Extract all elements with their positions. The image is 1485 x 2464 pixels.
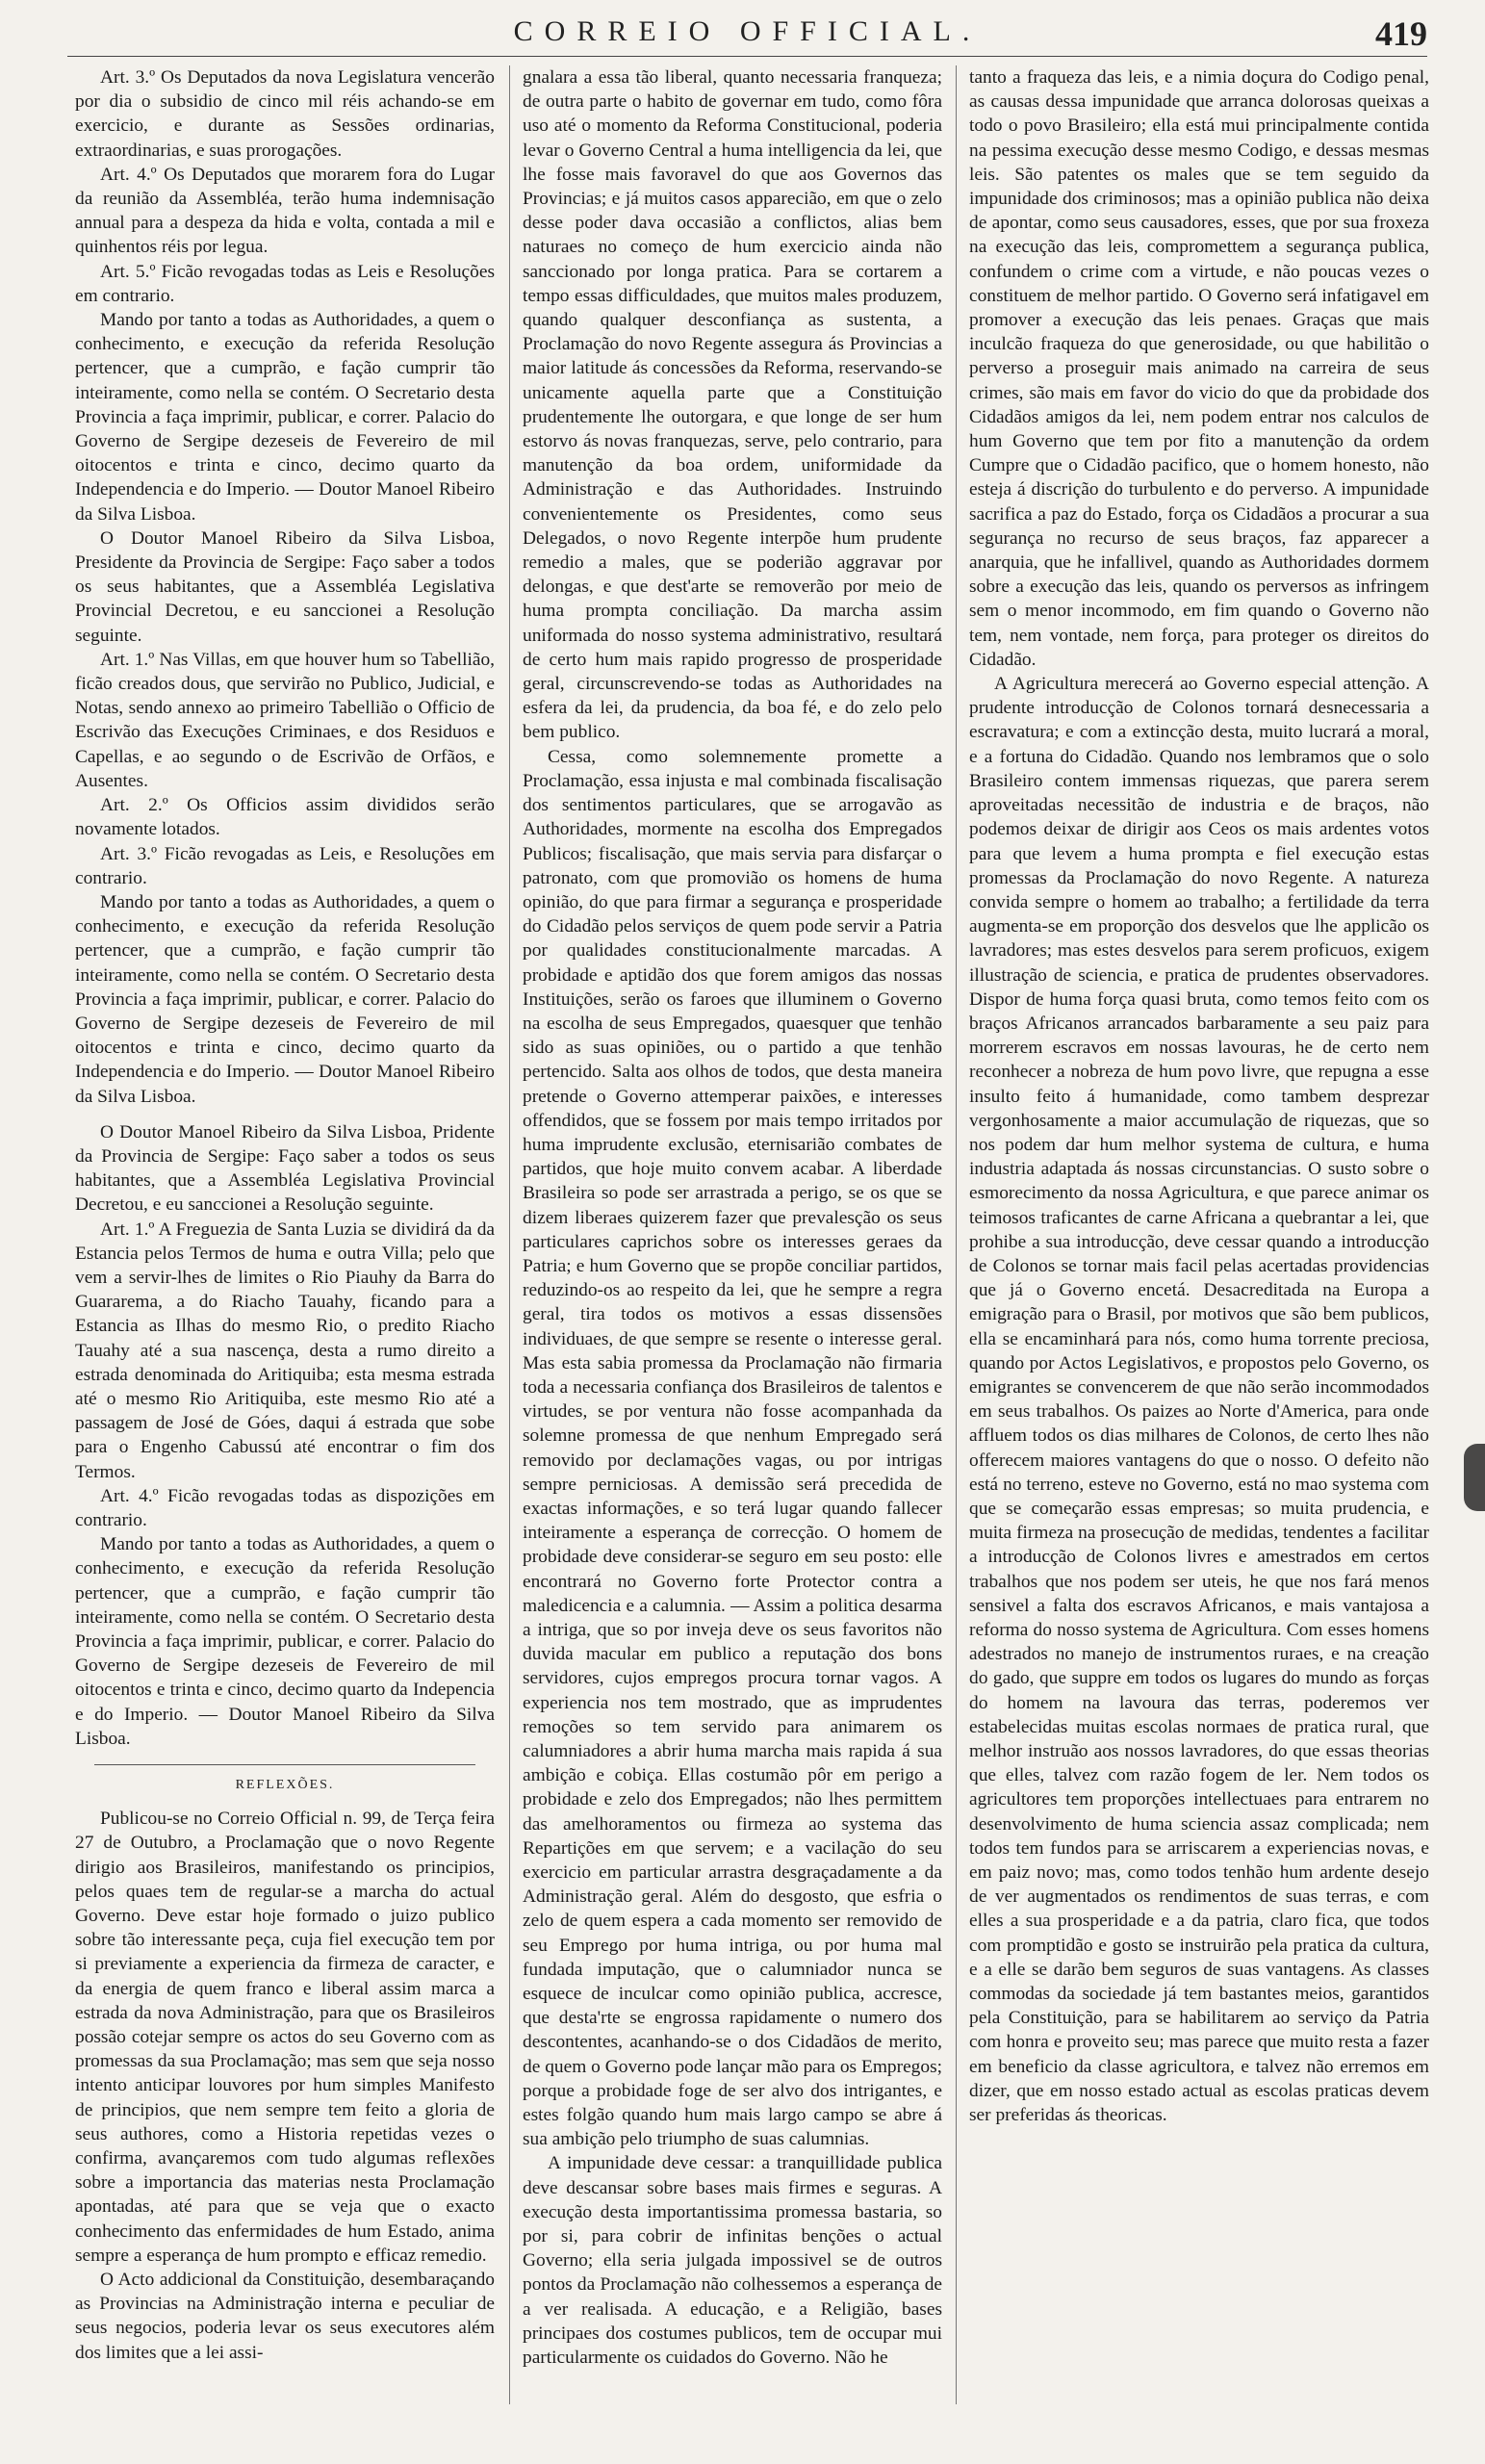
- paragraph: Cessa, como solemnemente promette a Proclamação, essa injusta e mal combinada fiscalisação dos sentimentos particulares, que se arrogavão as Authoridades, mormente na escolha dos Empregados Publicos; fiscalisação, que mais servia para disfarçar o patronato, com que promovião os homens de huma opinião, do que para firmar a segurança e prosperidade do Cidadão pelos serviços de quem pode servir a Patria por qualidades constitucionalmente marcadas. A probidade e aptidão dos que forem amigos das nossas Instituições, serão os faroes que illuminem o Governo na escolha de seus Empregados, quaesquer que tenhão sido as suas opiniões, ou o partido a que tenhão pertencido. Salta aos olhos de todos, que desta maneira pretende o Governo attemperar paixões, e interesses offendidos, que se fossem por mais tempo irritados por huma imprudente exclusão, eternisarião combates de partidos, que hoje muito convem acabar. A liberdade Brasileira so pode ser arrastrada a perigo, se os que se dizem liberaes quizerem fazer que prevalesção os seus particulares caprichos sobre os interesses geraes da Patria; e hum Governo que se propõe conciliar partidos, reduzindo-os ao respeito da lei, que he sempre a regra geral, tira todos os motivos a essas dissensões individuaes, de que sempre se resente o interesse geral. Mas esta sabia promessa da Proclamação não firmaria toda a necessaria confiança dos Brasileiros de talentos e virtudes, se por ventura não fosse acompanhada da solemne promessa de que nenhum Empregado será removido por declamações vagas, ou por intrigas sempre perniciosas. A demissão será precedida de exactas informações, e so terá lugar quando fallecer inteiramente a esperança de correcção. O homem de probidade deve considerar-se seguro em seu posto: elle encontrará no Governo forte Protector contra a maledicencia e a calumnia. — Assim a politica desarma a intriga, que so por inveja deve os seus favoritos não duvida macular em publico a reputação dos bons servidores, cujos empregos procura tornar vagos. A experiencia nos tem mostrado, que as imprudentes remoções so tem servido para animarem os calumniadores a abrir huma marcha mais rapida á sua ambição e cobiça. Ellas costumão pôr em perigo a probidade e zelo dos Empregados; não lhes permittem das amelhoramentos ou firmeza ao systema das Repartições em que servem; e a vacilação do seu exercicio em particular arrastra desgraçadamente a da Administração geral. Além do desgosto, que esfria o zelo de quem espera a cada momento ser removido de seu Emprego por huma intriga, ou por huma mal fundada imputação, que o calumniador nunca se esquece de inculcar como opinião publica, accresce, que desta'rte se engrossa rapidamente o numero dos descontentes, acanhando-se o dos Cidadãos de merito, de quem o Governo pode lançar mão para os Empregos; porque a probidade foge de ser alvo dos intrigantes, e estes folgão quando hum mais largo campo se abre á sua ambição pelo triumpho de suas calumnias.: [523, 746, 942, 2150]
- paragraph: gnalara a essa tão liberal, quanto necessaria franqueza; de outra parte o habito de governar em tudo, como fôra uso até o momento da Reforma Constitucional, poderia levar o Governo Central a huma intelligencia da lei, que lhe fosse mais favoravel do que aos Governos das Provincias; e já muitos casos apparecião, em que o zelo desse poder dava occasião a conflictos, alias bem naturaes no começo de hum exercicio ainda não sanccionado por longa pratica. Para se cortarem a tempo essas difficuldades, que muitos males produzem, quando qualquer desconfiança as sustenta, a Proclamação do novo Regente assegura ás Provincias a maior latitude ás concessões da Reforma, reservando-se unicamente aquella parte que a Constituição prudentemente lhe outorgara, e que longe de ser hum estorvo ás novas franquezas, serve, pelo contrario, para manutenção da boa ordem, uniformidade da Administração e das Authoridades. Instruindo convenientemente os Presidentes, como seus Delegados, o novo Regente interpõe hum prudente remedio a males, que se poderião aggravar por delongas, e que dest'arte se removerão por meio de huma prompta conciliação. Da marcha assim uniformada do nosso systema administrativo, resultará de certo hum mais rapido progresso de prosperidade geral, circunscrevendo-se todas as Authoridades na esfera da lei, da prudencia, da boa fé, e do zelo pelo bem publico.: [523, 67, 942, 743]
- section-heading: REFLEXÕES.: [235, 1778, 335, 1793]
- paragraph: Art. 1.º A Freguezia de Santa Luzia se dividirá da da Estancia pelos Termos de huma e outra Villa; pelo que vem a servir-lhes de limites o Rio Piauhy da Barra do Guararema, a do Riacho Tauahy, ficando para a Estancia as Ilhas do mesmo Rio, o predito Riacho Tauahy até a sua nascença, desta a rumo direito a estrada denominada do Aritiquiba; esta mesma estrada até o mesmo Rio Aritiquiba, este mesmo Rio até a passagem de José de Góes, daqui á estrada que sobe para o Engenho Cabussú até encontrar o fim dos Termos.: [75, 1219, 495, 1482]
- paragraph: O Acto addicional da Constituição, desembaraçando as Provincias na Administração interna e peculiar de seus negocios, poderia levar os seus executores além dos limites que a lei assi-: [75, 2270, 495, 2363]
- paragraph: Art. 3.º Os Deputados da nova Legislatura vencerão por dia o subsidio de cinco mil réis achando-se em exercicio, e durante as Sessões ordinarias, extraordinarias, e suas prorogações.: [75, 67, 495, 161]
- column-divider-1: [509, 65, 510, 2404]
- page-number: 419: [1375, 14, 1427, 53]
- paragraph: Mando por tanto a todas as Authoridades, a quem o conhecimento, e execução da referida Resolução pertencer, que a cumprão, e fação cumprir tão inteiramente, como nella se contém. O Secretario desta Provincia a faça imprimir, publicar, e correr. Palacio do Governo de Sergipe dezeseis de Fevereiro de mil oitocentos e trinta e cinco, decimo quarto da Independencia e do Imperio. — Doutor Manoel Ribeiro da Silva Lisboa.: [75, 310, 495, 525]
- newspaper-title: CORREIO OFFICIAL.: [513, 15, 982, 47]
- column-2: [523, 65, 942, 2414]
- paragraph: Mando por tanto a todas as Authoridades, a quem o conhecimento, e execução da referida Resolução pertencer, que a cumprão, e fação cumprir tão inteiramente, como nella se contém. O Secretario desta Provincia a faça imprimir, publicar, e correr. Palacio do Governo de Sergipe dezeseis de Fevereiro de mil oitocentos e trinta e cinco, decimo quarto da Independencia e do Imperio. — Doutor Manoel Ribeiro da Silva Lisboa.: [75, 891, 495, 1107]
- paragraph: Mando por tanto a todas as Authoridades, a quem o conhecimento, e execução da referida Resolução pertencer, que a cumprão, e fação cumprir tão inteiramente, como nella se contém. O Secretario desta Provincia a faça imprimir, publicar, e correr. Palacio do Governo de Sergipe dezeseis de Fevereiro de mil oitocentos e trinta e cinco, decimo quarto da Indepencia e do Imperio. — Doutor Manoel Ribeiro da Silva Lisboa.: [75, 1534, 495, 1749]
- binding-clip-mark: [1464, 1444, 1485, 1511]
- paragraph: Art. 4.º Ficão revogadas todas as dispozições em contrario.: [75, 1485, 495, 1530]
- section-divider: [94, 1764, 475, 1765]
- paragraph: O Doutor Manoel Ribeiro da Silva Lisboa, Presidente da Provincia de Sergipe: Faço saber a todos os seus habitantes, que a Assembléa Legislativa Provincial Decretou, e eu sanccionei a Resolução seguinte.: [75, 527, 495, 646]
- paragraph: Art. 3.º Ficão revogadas as Leis, e Resoluções em contrario.: [75, 843, 495, 888]
- paragraph: A Agricultura merecerá ao Governo especial attenção. A prudente introducção de Colonos tornará desnecessaria a escravatura; e com a extincção desta, muito lucrará a moral, e a fortuna do Cidadão. Quando nos lembramos que o solo Brasileiro contem immensas riquezas, que parera serem aproveitadas necessitão de industria e de braços, não podemos deixar de dirigir aos Ceos os mais ardentes votos para que levem a huma prompta e fiel execução estas promessas da Proclamação do novo Regente. A natureza convida sempre o homem ao trabalho; a fertilidade da terra augmenta-se em proporção dos desvelos que lhe applicão os lavradores; mas estes desvelos para serem proficuos, exigem illustração de sciencia, e pratica de prudentes observadores. Dispor de huma força quasi bruta, como temos feito com os braços Africanos arrancados barbaramente a seu paiz para morrerem escravos em nossas lavouras, he de certo nem reconhecer a nobreza de hum povo livre, que repugna a esse insulto feito á humanidade, como tambem desprezar vergonhosamente a maior accumulação de riquezas, que so nos podem dar hum melhor systema de cultura, e huma industria adaptada ás nossas circunstancias. O susto sobre o esmorecimento da nossa Agricultura, e que parece animar os teimosos traficantes de carne Africana a quebrantar a lei, que prohibe a sua introducção, deve cessar quando a introducção de Colonos se tornar mais facil pelas acertadas providencias que já o Governo encetá. Desacreditada na Europa a emigração para o Brasil, por motivos que são bem publicos, ella se encaminhará para nós, como huma torrente preciosa, quando por Actos Legislativos, e propostos pelo Governo, os emigrantes se convencerem de que não serão incommodados em seus trabalhos. Os paizes ao Norte d'America, para onde affluem todos os dias milhares de Colonos, de certo lhes não offerecem maiores vantagens do que o nosso. O defeito não está no terreno, esteve no Governo, está no mao systema com que se começarão essas empresas; so muita prudencia, e muita firmeza na prosecução de medidas, tendentes a facilitar a introducção de Colonos livres e amestrados em certos trabalhos que nos podem ser uteis, he que nos fará menos sensivel a falta dos escravos Africanos, e mais vantajosa a reforma do nosso systema de Agricultura. Com esses homens adestrados no manejo de instrumentos ruraes, e na creação do gado, que suppre em todos os lugares do mundo as forças do homem na lavoura das terras, poderemos ver estabelecidas muitas escolas normaes de pratica rural, que melhor instruão aos nossos lavradores, do que essas theorias que elles, talvez com razão fogem de ler. Nem todos os agricultores tem proporções intellectuaes para entrarem no desenvolvimento de huma sciencia assaz complicada; nem todos tem fundos para se arriscarem a experiencias novas, e em paiz novo; mas, como todos tenhão hum ardente desejo de ver augmentados os rendimentos de suas terras, e com elles a sua prosperidade e a da patria, claro fica, que todos com promptidão e gosto se instruirão pela pratica da cultura, e a elle se darão bem seguros de suas vantagens. As classes commodas da sociedade já tem bastantes meios, garantidos pela Constituição, para se habilitarem ao serviço da Patria com honra e proveito seu; mas parece que muito resta a fazer em beneficio da classe agricultora, e talvez não erremos em dizer, que em nosso estado actual as escolas praticas devem ser preferidas ás theoricas.: [969, 674, 1429, 2126]
- column-divider-2: [956, 65, 957, 2404]
- paragraph: tanto a fraqueza das leis, e a nimia doçura do Codigo penal, as causas dessa impunidade que arranca dolorosas queixas a todo o povo Brasileiro; ella está mui principalmente contida na pessima execução desse mesmo Codigo, e dessas mesmas leis. São patentes os males que se tem seguido da impunidade dos criminosos; mas a opinião publica não deixa de apontar, como seus causadores, esses, que por sua froxeza na execução das leis, compromettem a segurança publica, confundem o crime com a virtude, e não poucas vezes o constituem de melhor partido. O Governo será infatigavel em promover a execução das leis penaes. Graças que mais inculcão fraqueza do que generosidade, ou que habilitão o perverso a proseguir mais animado na carreira de seus crimes, são mais em favor do vicio do que da probidade dos Cidadãos amigos da lei, nem podem entrar nos calculos de hum Governo que tem por fito a manutenção da ordem Cumpre que o Cidadão pacifico, que o homem honesto, não esteja á discrição do turbulento e do perverso. A impunidade sacrifica a paz do Estado, força os Cidadãos a procurar a sua segurança no recurso de seus braços, faz apparecer a anarquia, que he infallivel, quando as Authoridades dormem sobre a execução das leis, quando os perversos as infringem sem o menor incommodo, em fim quando o Governo não tem, nem vontade, nem força, para proteger os direitos do Cidadão.: [969, 67, 1429, 670]
- paragraph: A impunidade deve cessar: a tranquillidade publica deve descansar sobre bases mais firmes e seguras. A execução desta importantissima promessa bastaria, so por si, para cobrir de infinitas benções o actual Governo; ella seria julgada impossivel se de outros pontos da Proclamação não colhessemos a esperança de a ver realisada. A educação, e a Religião, bases principaes dos costumes publicos, tem de occupar mui particularmente os cuidados do Governo. Não he: [523, 2153, 942, 2369]
- paragraph: Publicou-se no Correio Official n. 99, de Terça feira 27 de Outubro, a Proclamação que o novo Regente dirigio aos Brasileiros, manifestando os principios, pelos quaes tem de regular-se a marcha do actual Governo. Deve estar hoje formado o juizo publico sobre tão interessante peça, cuja fiel execução tem por si previamente a experiencia da firmeza de caracter, e da energia de quem franco e liberal assim marca a estrada da nova Administração, para que os Brasileiros possão cotejar sempre os actos do seu Governo com as promessas da sua Proclamação; mas sem que seja nosso intento anticipar louvores por hum simples Manifesto de principios, que nem sempre tem feito a gloria de seus authores, como a Historia repetidas vezes o confirma, avançaremos com tudo algumas reflexões sobre a importancia das materias nesta Proclamação apontadas, até para que se veja que o exacto conhecimento das enfermidades de hum Estado, anima sempre a esperança de hum prompto e efficaz remedio.: [75, 1809, 495, 2266]
- column-3: [969, 65, 1429, 2414]
- column-1: [75, 65, 495, 2414]
- paragraph: Art. 2.º Os Officios assim divididos serão novamente lotados.: [75, 795, 495, 840]
- paragraph: Art. 5.º Ficão revogadas todas as Leis e Resoluções em contrario.: [75, 261, 495, 306]
- paragraph: Art. 4.º Os Deputados que morarem fora do Lugar da reunião da Assembléa, terão huma indemnisação annual para a despeza da hida e volta, contada a mil e quinhentos réis por legua.: [75, 164, 495, 258]
- paragraph: O Doutor Manoel Ribeiro da Silva Lisboa, Pridente da Provincia de Sergipe: Faço saber a todos os seus habitantes, que a Assembléa Legislativa Provincial Decretou, e eu sanccionei a Resolução seguinte.: [75, 1121, 495, 1216]
- paragraph: Art. 1.º Nas Villas, em que houver hum so Tabellião, ficão creados dous, que servirão no Publico, Judicial, e Notas, sendo annexo ao primeiro Tabellião o Officio de Escrivão das Execuções Criminaes, e dos Residuos e Capellas, e ao segundo o de Escrivão de Orfãos, e Ausentes.: [75, 649, 495, 791]
- masthead: [67, 13, 1427, 57]
